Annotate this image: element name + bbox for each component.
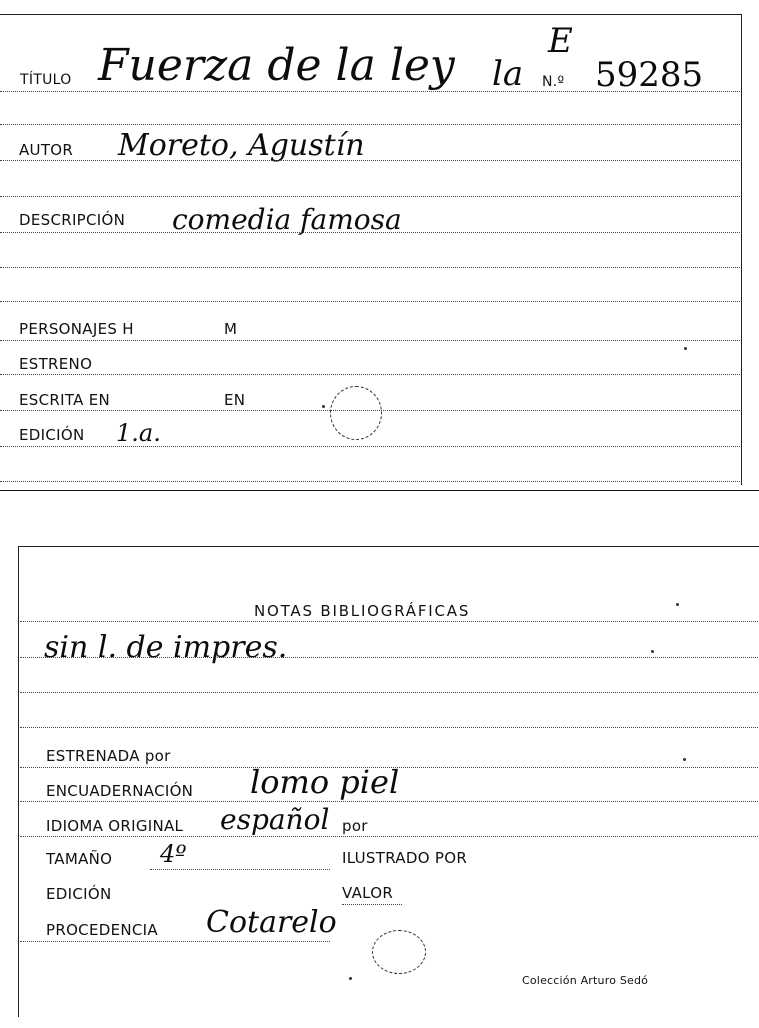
titulo-label: TÍTULO — [20, 72, 72, 88]
encuadernacion-value: lomo piel — [250, 763, 400, 801]
idioma-line — [20, 836, 758, 837]
stamp-outline — [372, 930, 426, 974]
tamano-value: 4º — [160, 840, 187, 868]
speck — [676, 603, 679, 606]
speck — [322, 405, 325, 408]
procedencia-line — [20, 941, 330, 942]
idioma-label: IDIOMA ORIGINAL — [46, 817, 184, 835]
personajes-line — [0, 340, 740, 341]
rule-line — [20, 657, 758, 658]
edicion-line — [0, 446, 740, 447]
valor-line — [342, 904, 402, 905]
personajes-m-label: M — [224, 320, 238, 338]
tamano-label: TAMAÑO — [46, 850, 113, 868]
descripcion-value: comedia famosa — [172, 203, 402, 236]
edicion-label-2: EDICIÓN — [46, 885, 112, 903]
notas-heading: NOTAS BIBLIOGRÁFICAS — [254, 602, 471, 620]
idioma-value: español — [220, 803, 330, 836]
ilustrado-label: ILUSTRADO POR — [342, 849, 468, 867]
notas-line — [20, 621, 758, 622]
personajes-label: PERSONAJES H — [19, 320, 134, 338]
escrita-en-label: EN — [224, 391, 246, 409]
escrita-label: ESCRITA EN — [19, 391, 111, 409]
rule-line — [0, 481, 740, 482]
procedencia-value: Cotarelo — [206, 905, 337, 940]
titulo-value: Fuerza de la ley — [98, 40, 455, 91]
rule-line — [0, 267, 740, 268]
autor-value: Moreto, Agustín — [118, 128, 365, 163]
stamp-outline — [330, 386, 382, 440]
notas-value: sin l. de impres. — [44, 630, 288, 665]
speck — [683, 758, 686, 761]
autor-label: AUTOR — [19, 141, 74, 159]
speck — [349, 977, 352, 980]
coleccion-label: Colección Arturo Sedó — [522, 974, 649, 987]
procedencia-label: PROCEDENCIA — [46, 921, 158, 939]
encuadernacion-label: ENCUADERNACIÓN — [46, 782, 194, 800]
idioma-por-label: por — [342, 817, 368, 835]
estrenada-label: ESTRENADA por — [46, 747, 171, 765]
rule-line — [0, 196, 740, 197]
letter-mark: E — [548, 21, 573, 61]
valor-label: VALOR — [342, 884, 394, 902]
titulo-article: la — [492, 54, 524, 94]
descripcion-line — [0, 232, 740, 233]
numero-value: 59285 — [595, 55, 704, 95]
encuadernacion-line — [20, 801, 758, 802]
titulo-line — [0, 91, 740, 92]
tamano-line — [150, 869, 330, 870]
speck — [684, 347, 687, 350]
estreno-line — [0, 374, 740, 375]
descripcion-label: DESCRIPCIÓN — [19, 211, 126, 229]
card-separator — [0, 490, 759, 491]
rule-line — [0, 124, 740, 125]
rule-line — [20, 692, 758, 693]
estreno-label: ESTRENO — [19, 355, 93, 373]
edicion-value: 1.a. — [116, 419, 161, 447]
speck — [651, 650, 654, 653]
rule-line — [20, 727, 758, 728]
edicion-label: EDICIÓN — [19, 426, 85, 444]
rule-line — [0, 301, 740, 302]
autor-line — [0, 160, 740, 161]
numero-label: N.º — [542, 74, 565, 90]
